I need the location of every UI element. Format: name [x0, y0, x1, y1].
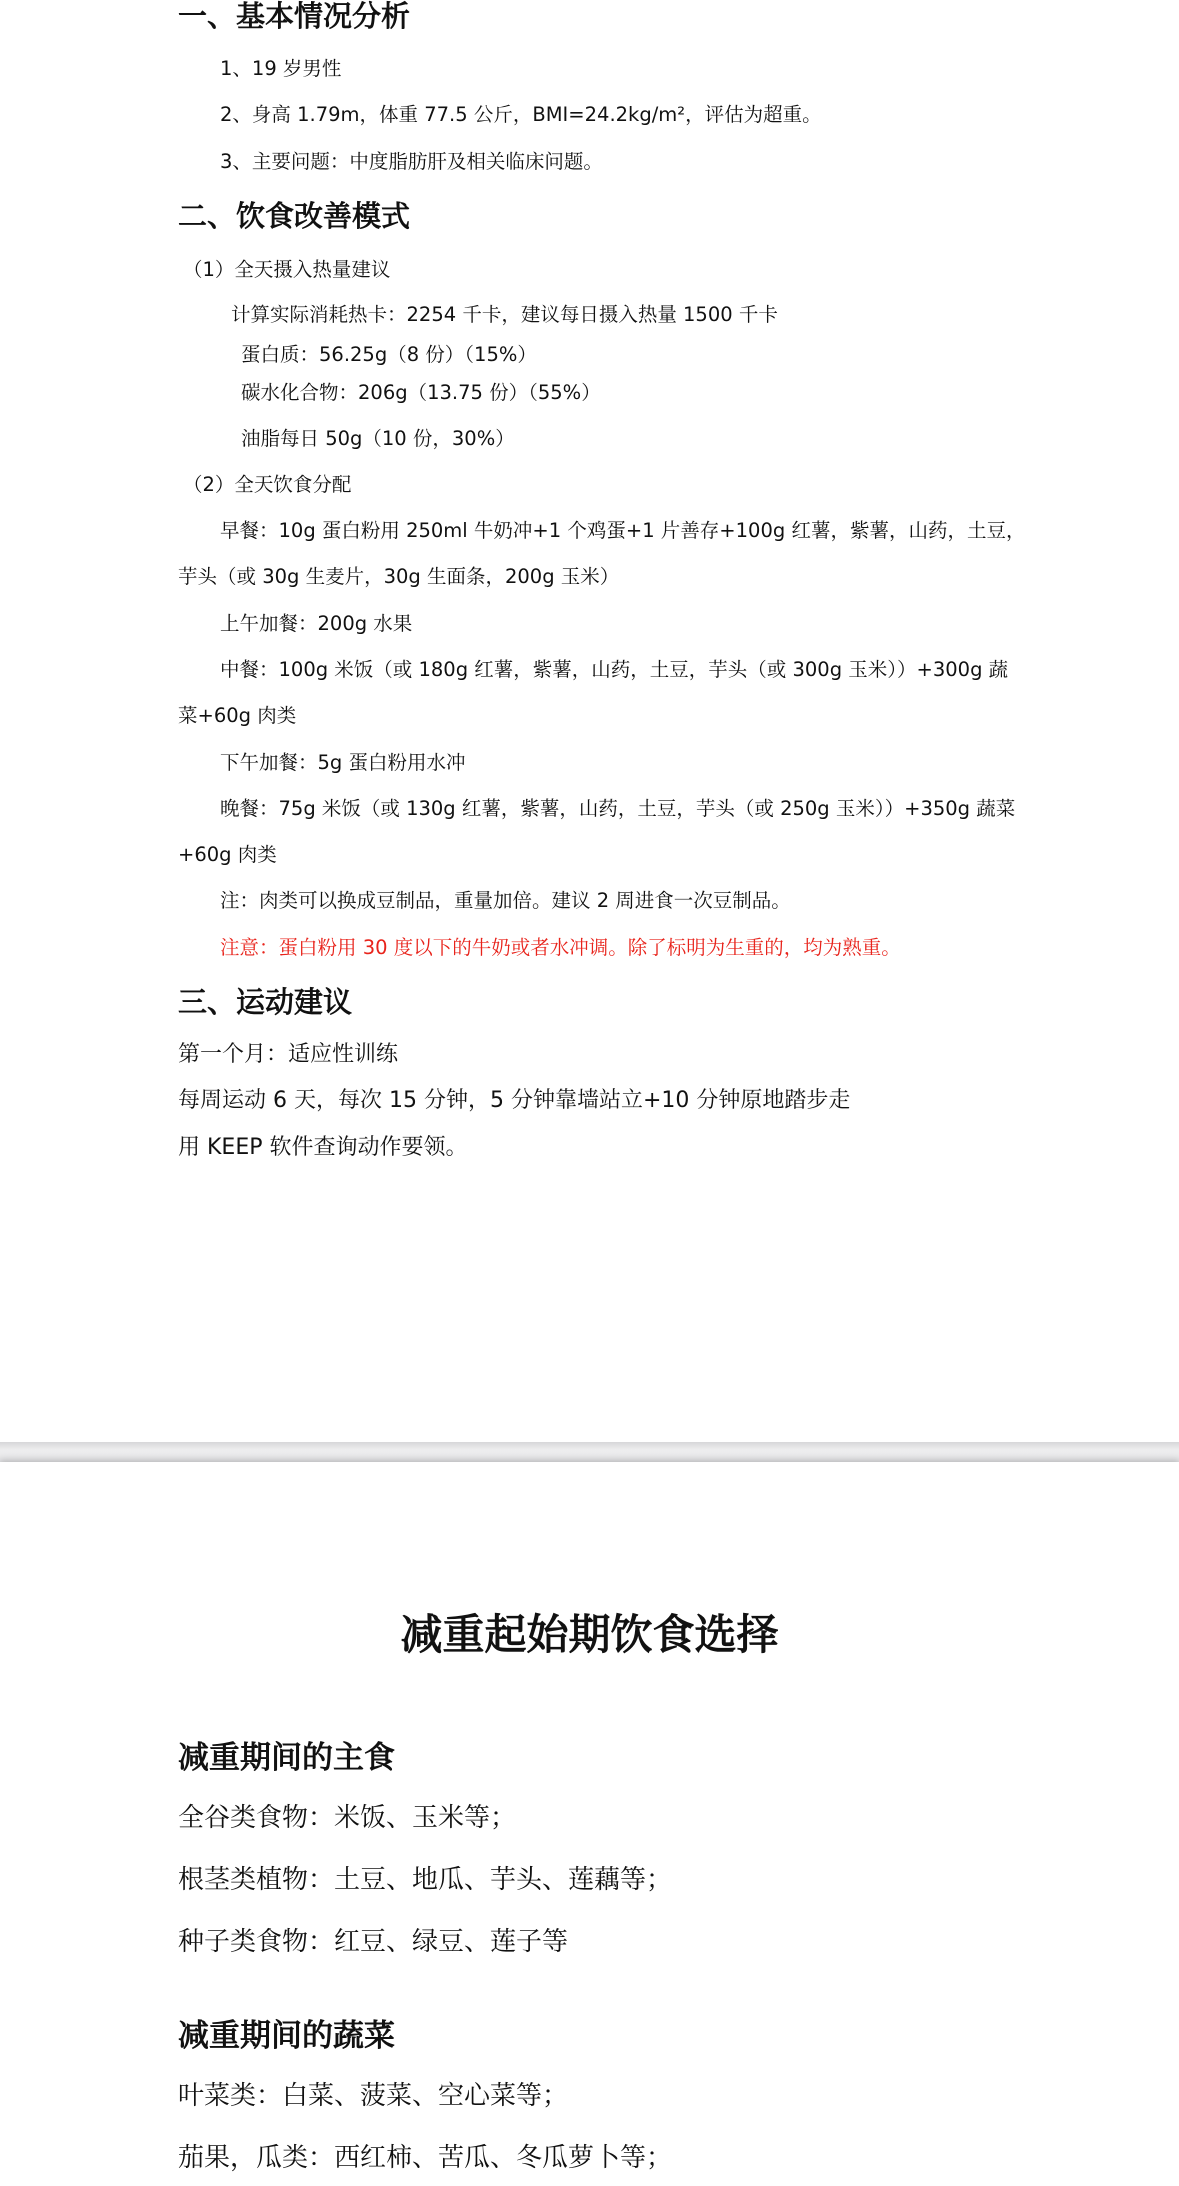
dinner-line-1: 晚餐：75g 米饭（或 130g 红薯，紫薯，山药，土豆，芋头（或 250g 玉米））+350g 蔬菜: [220, 797, 1016, 820]
exercise-line-1: 第一个月：适应性训练: [178, 1042, 399, 1067]
vegetable-item-fruit-melon: 茄果，瓜类：西红柿、苦瓜、冬瓜萝卜等；: [178, 2143, 673, 2173]
document-page-2: [0, 1462, 1179, 2186]
page-separator: [0, 1442, 1179, 1462]
section-title-basic-analysis: 一、基本情况分析: [178, 0, 411, 33]
fat-line: 油脂每日 50g（10 份，30%）: [241, 427, 515, 450]
exercise-line-2: 每周运动 6 天，每次 15 分钟，5 分钟靠墙站立+10 分钟原地踏步走: [178, 1088, 851, 1113]
carb-line: 碳水化合物：206g（13.75 份）（55%）: [241, 381, 601, 404]
meat-note: 注：肉类可以换成豆制品，重量加倍。建议 2 周进食一次豆制品。: [220, 889, 791, 912]
staple-item-roots: 根茎类植物：土豆、地瓜、芋头、莲藕等；: [178, 1865, 673, 1895]
section-title-diet: 二、饮食改善模式: [178, 199, 411, 233]
lunch-line-1: 中餐：100g 米饭（或 180g 红薯，紫薯，山药，土豆，芋头（或 300g 玉米））+300g 蔬: [220, 658, 1009, 681]
diet-subtitle-calories: （1）全天摄入热量建议: [183, 258, 391, 281]
protein-line: 蛋白质：56.25g（8 份）（15%）: [241, 343, 537, 366]
breakfast-line-2: 芋头（或 30g 生麦片，30g 生面条，200g 玉米）: [178, 565, 620, 588]
warning-note: 注意：蛋白粉用 30 度以下的牛奶或者水冲调。除了标明为生重的，均为熟重。: [220, 936, 901, 959]
staple-item-grains: 全谷类食物：米饭、玉米等；: [178, 1803, 517, 1833]
basic-item-age: 1、19 岁男性: [220, 57, 342, 80]
dinner-line-2: +60g 肉类: [178, 843, 277, 866]
exercise-line-3: 用 KEEP 软件查询动作要领。: [178, 1135, 468, 1160]
calorie-line: 计算实际消耗热卡：2254 千卡，建议每日摄入热量 1500 千卡: [231, 303, 778, 326]
basic-item-bmi: 2、身高 1.79m，体重 77.5 公斤，BMI=24.2kg/m²，评估为超重。: [220, 103, 822, 126]
page-title: 减重起始期饮食选择: [400, 1610, 779, 1659]
morning-snack-line: 上午加餐：200g 水果: [220, 612, 413, 635]
vegetables-heading: 减重期间的蔬菜: [178, 2018, 395, 2054]
lunch-line-2: 菜+60g 肉类: [178, 704, 297, 727]
breakfast-line-1: 早餐：10g 蛋白粉用 250ml 牛奶冲+1 个鸡蛋+1 片善存+100g 红薯，紫薯，山药，土豆，: [220, 519, 1026, 542]
section-title-exercise: 三、运动建议: [178, 985, 353, 1019]
staple-item-seeds: 种子类食物：红豆、绿豆、莲子等: [178, 1927, 569, 1957]
diet-subtitle-distribution: （2）全天饮食分配: [183, 473, 352, 496]
basic-item-problem: 3、主要问题：中度脂肪肝及相关临床问题。: [220, 150, 603, 173]
staple-heading: 减重期间的主食: [178, 1740, 395, 1776]
vegetable-item-leafy: 叶菜类：白菜、菠菜、空心菜等；: [178, 2081, 569, 2111]
afternoon-snack-line: 下午加餐：5g 蛋白粉用水冲: [220, 751, 466, 774]
